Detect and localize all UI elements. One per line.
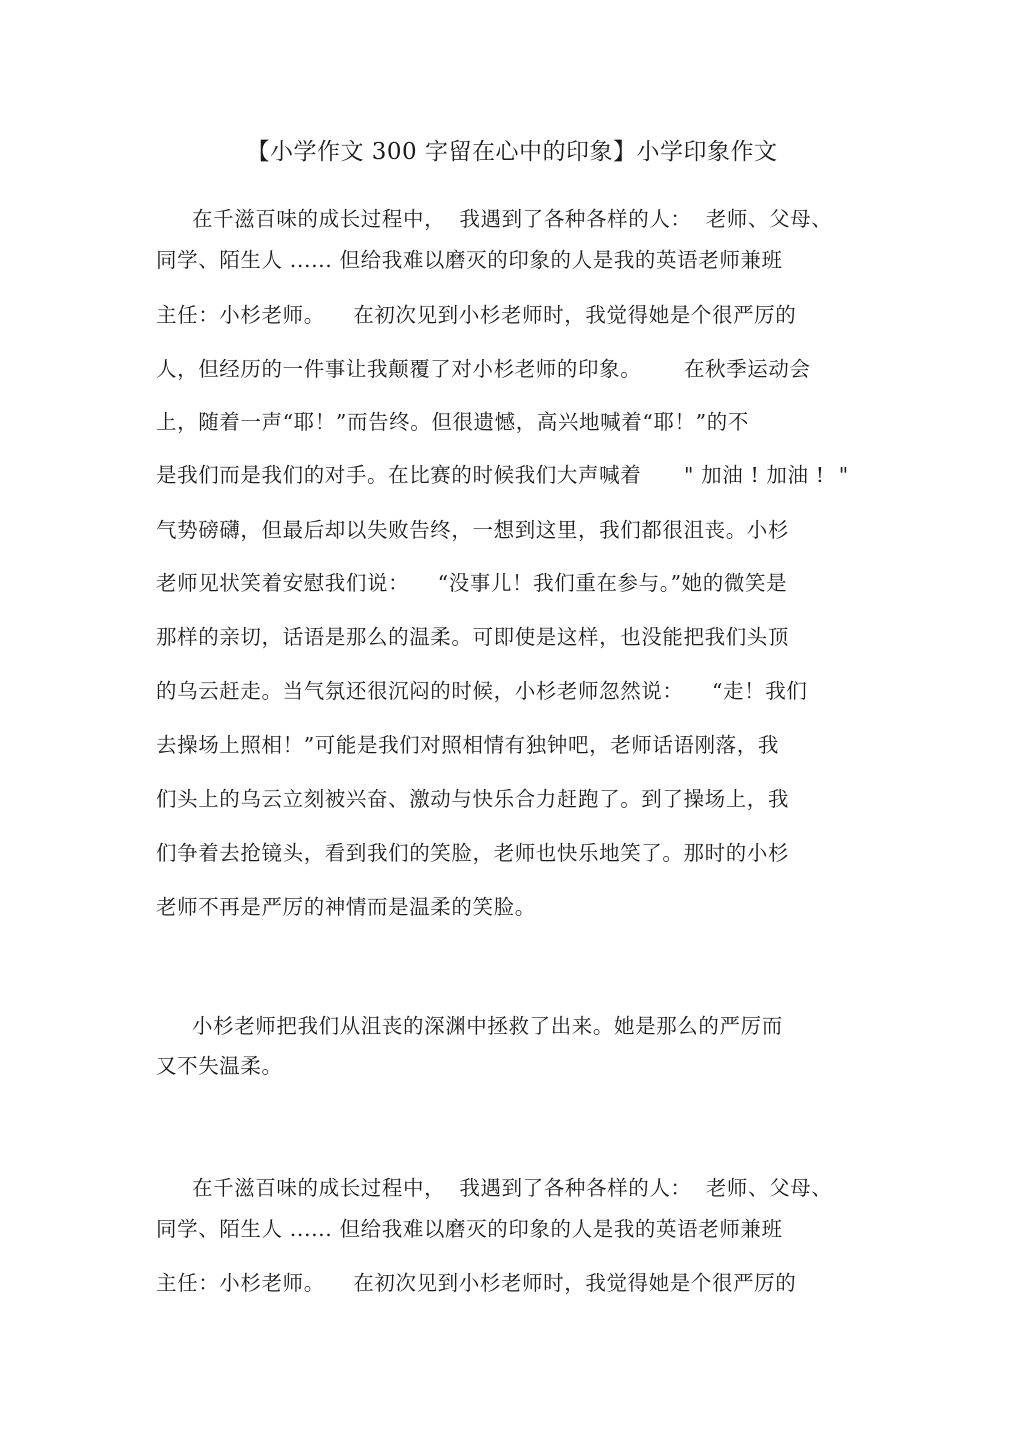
- paragraph-1-line-7: 气势磅礴，但最后却以失败告终，一想到这里，我们都很沮丧。小杉: [156, 518, 789, 542]
- paragraph-3-line-1: 在千滋百味的成长过程中， 我遇到了各种各样的人： 老师、父母、: [192, 1176, 833, 1200]
- document-title: 【小学作文 300 字留在心中的印象】小学印象作文: [246, 139, 778, 165]
- paragraph-1-line-9: 那样的亲切，话语是那么的温柔。可即使是这样，也没能把我们头顶: [156, 625, 789, 649]
- paragraph-1-line-5: 上，随着一声“耶！”而告终。但很遗憾，高兴地喊着“耶！”的不: [156, 410, 749, 434]
- paragraph-2-line-2: 又不失温柔。: [156, 1054, 283, 1078]
- paragraph-3-line-2: 同学、陌生人 ...... 但给我难以磨灭的印象的人是我的英语老师兼班: [156, 1217, 783, 1241]
- paragraph-1-line-10: 的乌云赶走。当气氛还很沉闷的时候，小杉老师忽然说： “走！我们: [156, 679, 808, 703]
- paragraph-1-line-2: 同学、陌生人 ...... 但给我难以磨灭的印象的人是我的英语老师兼班: [156, 248, 783, 272]
- paragraph-1-line-1: 在千滋百味的成长过程中， 我遇到了各种各样的人： 老师、父母、: [192, 207, 833, 231]
- paragraph-3-line-3: 主任：小杉老师。 在初次见到小杉老师时，我觉得她是个很严厉的: [156, 1271, 797, 1295]
- paragraph-1-line-13: 们争着去抢镜头，看到我们的笑脸，老师也快乐地笑了。那时的小杉: [156, 841, 789, 865]
- paragraph-1-line-4: 人，但经历的一件事让我颠覆了对小杉老师的印象。 在秋季运动会: [156, 357, 811, 381]
- paragraph-1-line-3: 主任：小杉老师。 在初次见到小杉老师时，我觉得她是个很严厉的: [156, 303, 797, 327]
- paragraph-1-line-12: 们头上的乌云立刻被兴奋、激动与快乐合力赶跑了。到了操场上，我: [156, 787, 789, 811]
- paragraph-1-line-8: 老师见状笑着安慰我们说： “没事儿！我们重在参与。”她的微笑是: [156, 571, 788, 595]
- paragraph-1-line-14: 老师不再是严厉的神情而是温柔的笑脸。: [156, 895, 536, 919]
- paragraph-1-line-6: 是我们而是我们的对手。在比赛的时候我们大声喊着 " 加油 ! 加油 ! ": [156, 463, 849, 487]
- paragraph-2-line-1: 小杉老师把我们从沮丧的深渊中拯救了出来。她是那么的严厉而: [192, 1014, 783, 1038]
- paragraph-1-line-11: 去操场上照相！”可能是我们对照相情有独钟吧，老师话语刚落，我: [156, 733, 779, 757]
